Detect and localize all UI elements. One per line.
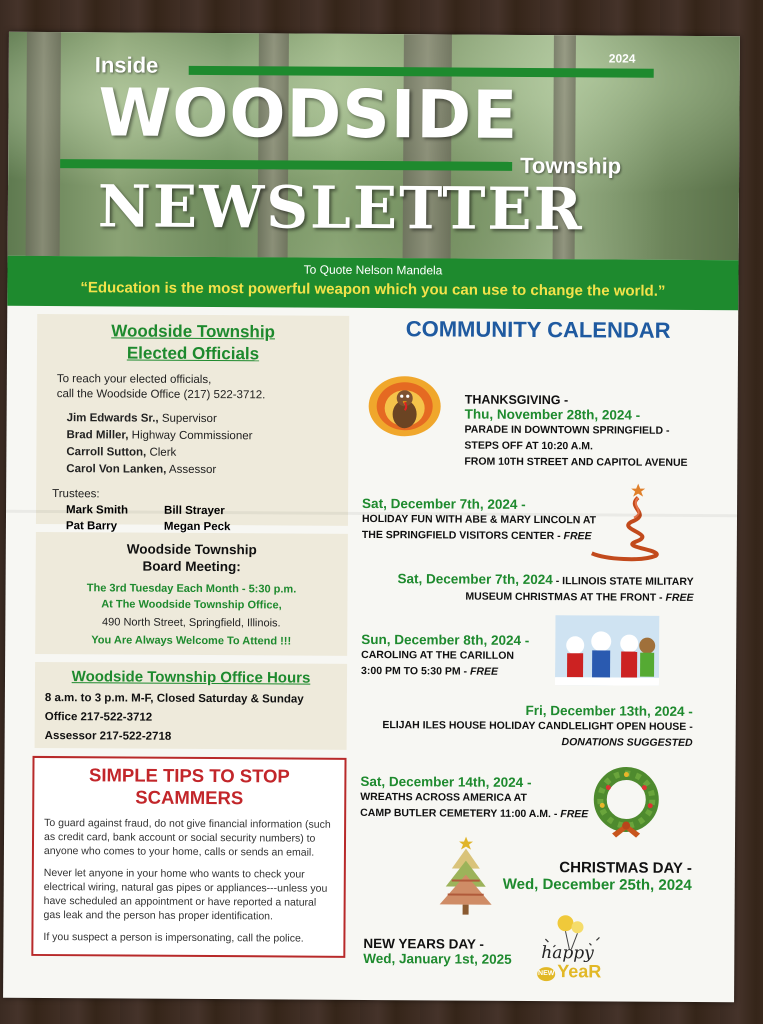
calendar-title: COMMUNITY CALENDAR: [405, 316, 671, 343]
header-stripe: [60, 159, 512, 171]
event-christmas-day: [356, 858, 692, 894]
tree-trunk: [26, 32, 61, 256]
event-date: Sat, December 7th, 2024 -: [362, 495, 526, 512]
event-date: Wed, January 1st, 2025: [363, 950, 512, 967]
free-label: FREE: [665, 591, 694, 604]
assessor-phone: Assessor 217-522-2718: [44, 730, 172, 743]
free-label: FREE: [560, 808, 589, 821]
official-name: Carol Von Lanken,: [66, 463, 167, 476]
trustee-name: Megan Peck: [163, 520, 231, 534]
header-woodside: WOODSIDE: [98, 74, 519, 154]
ribbon-tree-icon: [586, 477, 687, 562]
event-line: [358, 570, 694, 590]
event-desc-note: DONATIONS SUGGESTED: [561, 736, 693, 749]
scam-paragraph: If you suspect a person is impersonating, call the police.: [43, 931, 304, 945]
board-when: The 3rd Tuesday Each Month - 5:30 p.m.: [86, 582, 297, 596]
event-desc-text: MUSEUM CHRISTMAS AT THE FRONT -: [465, 590, 666, 604]
event-date: Sat, December 14th, 2024 -: [360, 773, 532, 790]
officials-title-line1: Woodside Township: [111, 321, 276, 342]
official-name: Jim Edwards Sr.,: [66, 412, 159, 425]
board-title-line2: Board Meeting:: [142, 558, 241, 575]
officials-intro-line2: call the Woodside Office (217) 522-3712.: [56, 388, 266, 402]
event-heading: THANKSGIVING -: [464, 392, 569, 408]
board-where: At The Woodside Township Office,: [101, 598, 282, 612]
scam-title: SIMPLE TIPS TO STOP SCAMMERS: [88, 764, 290, 809]
event-date: Fri, December 13th, 2024 -: [525, 702, 693, 719]
official-name: Brad Miller,: [66, 429, 129, 442]
free-label: FREE: [563, 530, 592, 543]
official-row: [66, 427, 338, 446]
event-desc: [361, 663, 529, 680]
happy-text: happy: [541, 943, 594, 964]
event-desc: STEPS OFF AT 10:20 A.M.: [464, 439, 594, 453]
board-title-line1: Woodside Township: [126, 541, 257, 558]
left-column: [33, 314, 349, 958]
trustees-list: [66, 502, 338, 536]
event-date: Sat, December 7th, 2024: [397, 571, 553, 588]
quote-text: “Education is the most powerful weapon which you can use to change the world.”: [80, 279, 666, 300]
trustee-name: Bill Strayer: [163, 504, 225, 518]
office-hours-panel: [35, 662, 348, 750]
office-phone: Office 217-522-3712: [44, 711, 153, 724]
event-new-years: [363, 936, 512, 967]
officials-title-line2: Elected Officials: [126, 343, 260, 364]
event-wreaths: [360, 774, 588, 822]
event-desc: [362, 527, 596, 544]
scam-paragraph: To guard against fraud, do not give financial information (such as credit card, bank account or social security numbers) to anyone who comes to your home, calls or sends an email.: [43, 817, 331, 859]
calendar-column: [355, 316, 717, 988]
event-desc: FROM 10TH STREET AND CAPITOL AVENUE: [464, 455, 688, 469]
officials-panel: [36, 314, 349, 534]
official-role: Clerk: [146, 446, 177, 459]
trustee-name: Pat Barry: [65, 520, 118, 533]
event-date: Sun, December 8th, 2024 -: [361, 631, 530, 648]
hours-title: Woodside Township Office Hours: [71, 668, 311, 687]
official-role: Highway Commissioner: [128, 429, 253, 443]
event-desc-text: CAMP BUTLER CEMETERY 11:00 A.M. -: [360, 806, 561, 821]
event-desc: ELIJAH ILES HOUSE HOLIDAY CANDLELIGHT OPEN HOUSE -: [382, 719, 693, 733]
board-address: 490 North Street, Springfield, Illinois.: [102, 616, 281, 630]
event-desc: [360, 805, 588, 822]
quote-band: [7, 256, 738, 310]
header-newsletter: NEWSLETTER: [97, 172, 584, 244]
official-row: [67, 410, 339, 429]
officials-title: [47, 320, 339, 366]
event-heading: NEW YEARS DAY -: [363, 935, 484, 952]
event-desc-text: 3:00 PM TO 5:30 PM -: [361, 664, 471, 678]
officials-intro: [57, 372, 339, 404]
event-thanksgiving: [464, 393, 688, 471]
event-desc: WREATHS ACROSS AMERICA AT: [360, 790, 527, 804]
board-meeting-panel: [35, 532, 348, 656]
event-military-museum: [357, 570, 693, 606]
newsletter-header: [8, 32, 740, 260]
event-lincoln: [362, 496, 596, 544]
header-inside: Inside: [94, 52, 159, 78]
event-desc-text: THE SPRINGFIELD VISITORS CENTER -: [361, 528, 564, 543]
event-desc: HOLIDAY FUN WITH ABE & MARY LINCOLN AT: [361, 512, 597, 527]
new-badge: NEW: [537, 967, 555, 981]
board-welcome: You Are Always Welcome To Attend !!!: [91, 634, 292, 648]
official-row: [66, 461, 338, 480]
event-desc: - ILLINOIS STATE MILITARY: [552, 575, 694, 588]
event-desc: [357, 733, 693, 751]
quote-intro: To Quote Nelson Mandela: [303, 262, 443, 278]
free-label: FREE: [469, 665, 499, 678]
event-caroling: [361, 632, 529, 680]
scam-tips-box: [31, 756, 346, 958]
carolers-icon: [555, 615, 659, 686]
officials-intro-line1: To reach your elected officials,: [56, 373, 212, 387]
trustee-name: Mark Smith: [65, 504, 129, 517]
hours-line: 8 a.m. to 3 p.m. M-F, Closed Saturday & Sunday: [44, 692, 304, 706]
header-year: 2024: [608, 51, 636, 66]
event-date: Thu, November 28th, 2024 -: [464, 406, 641, 423]
official-role: Assessor: [166, 463, 217, 477]
trustees-label: Trustees:: [52, 488, 100, 501]
event-desc: CAROLING AT THE CARILLON: [361, 648, 515, 662]
year-text: YeaR: [557, 961, 602, 982]
happy-new-year-icon: [535, 913, 609, 989]
newsletter-page: [3, 32, 740, 1002]
event-desc: [357, 588, 693, 606]
event-date: Wed, December 25th, 2024: [502, 875, 692, 894]
official-row: [66, 444, 338, 463]
wreath-icon: [590, 765, 662, 841]
turkey-icon: [364, 368, 444, 444]
official-role: Supervisor: [158, 412, 217, 426]
header-township: Township: [520, 152, 622, 179]
official-name: Carroll Sutton,: [66, 446, 147, 459]
event-desc: PARADE IN DOWNTOWN SPRINGFIELD -: [464, 423, 670, 437]
event-heading: CHRISTMAS DAY -: [559, 859, 692, 877]
event-iles-house: [357, 702, 693, 751]
scam-paragraph: Never let anyone in your home who wants to check your electrical wiring, natural gas pipes or appliances---unless you have scheduled an appointment or have reported a natural gas leak and the person has proper identification.: [43, 867, 328, 923]
